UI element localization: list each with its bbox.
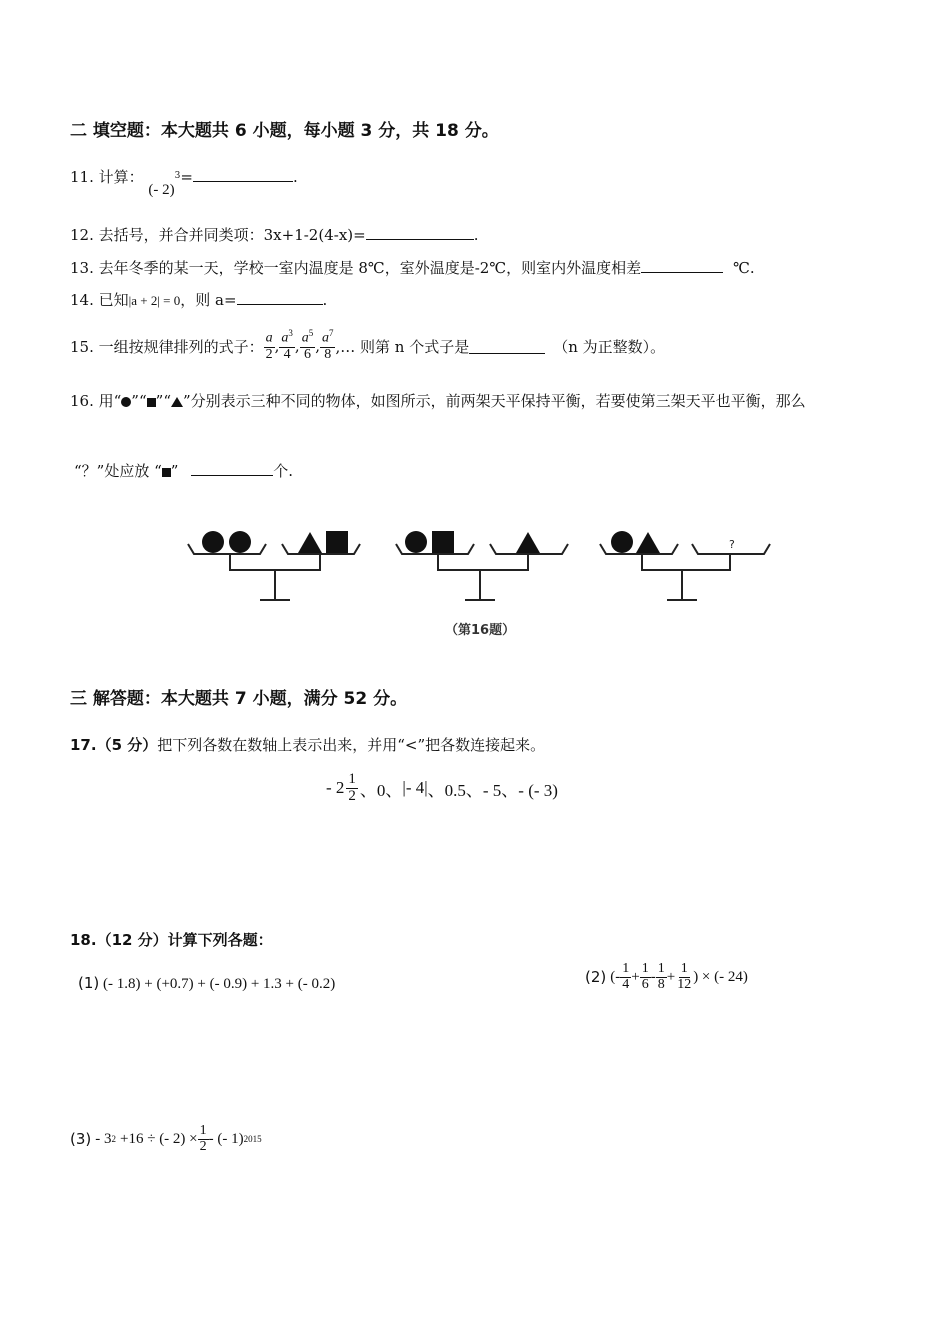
quote-open: “ xyxy=(138,392,147,410)
part-3-b: +16 ÷ (- 2) × xyxy=(120,1130,198,1147)
part-3-a: - 3 xyxy=(95,1130,112,1147)
question-14-end: . xyxy=(322,291,328,309)
num-rest: 、0.5、- 5、- (- 3) xyxy=(427,780,558,800)
question-11-exp: 3 xyxy=(174,171,181,181)
question-14-mid: ，则 a= xyxy=(180,291,237,309)
answer-blank-12[interactable] xyxy=(366,225,474,240)
question-12-label: 12. 去括号，并合并同类项：3x+1-2(4-x)= xyxy=(70,226,366,244)
question-17-text: 把下列各数在数轴上表示出来，并用“<”把各数连接起来。 xyxy=(157,736,546,754)
answer-blank-11[interactable] xyxy=(193,167,293,182)
circle-shape xyxy=(202,531,224,553)
question-17-label: 17.（5 分） xyxy=(70,736,158,754)
triangle-shape xyxy=(636,532,660,553)
part-2-open: (- xyxy=(610,968,621,985)
question-18-part-3 xyxy=(70,1124,262,1154)
quote-open: “ xyxy=(163,392,171,410)
term-2: $\frac{a^3}{4}$ xyxy=(281,328,293,362)
circle-shape xyxy=(611,531,633,553)
square-shape xyxy=(326,531,348,553)
part-1-label: (1) xyxy=(78,974,100,992)
question-11-end: . xyxy=(292,168,298,186)
question-11-label: 11. 计算： xyxy=(70,168,144,186)
question-16-end: 个. xyxy=(273,462,294,480)
question-15-tail: ,… 则第 n 个式子是 xyxy=(335,337,470,356)
answer-blank-14[interactable] xyxy=(237,290,323,305)
answer-blank-13[interactable] xyxy=(641,258,723,273)
quote-close: ” xyxy=(170,462,179,480)
answer-blank-15[interactable] xyxy=(469,339,545,354)
triangle-shape xyxy=(298,532,322,553)
question-15-label: 15. 一组按规律排列的式子： xyxy=(70,337,264,356)
part-2-frac-2: $\frac{1}{6}$ xyxy=(641,961,649,992)
question-11-expr: (- 2) xyxy=(148,182,175,198)
section-2-heading: 二 填空题：本大题共 6 小题，每小题 3 分，共 18 分。 xyxy=(70,121,499,141)
question-11-eq: = xyxy=(180,168,193,186)
question-17-numbers xyxy=(326,772,558,805)
part-3-a-exp: 2 xyxy=(111,1134,116,1145)
balance-figure xyxy=(180,518,780,643)
question-17 xyxy=(70,734,545,755)
question-18-part-1 xyxy=(78,974,335,993)
square-shape xyxy=(432,531,454,553)
question-13-label: 13. 去年冬季的某一天，学校一室内温度是 8℃，室外温度是-2℃，则室内外温度相差 xyxy=(70,259,642,277)
quote-open: “ xyxy=(154,462,162,480)
num-mixed-frac: $\frac{1}{2}$ xyxy=(348,771,356,804)
circle-icon xyxy=(121,397,131,407)
question-12 xyxy=(70,224,478,245)
question-mark: ? xyxy=(729,538,735,551)
part-3-label: (3) xyxy=(70,1130,92,1149)
part-1-expr: (- 1.8) + (+0.7) + (- 0.9) + 1.3 + (- 0.2) xyxy=(103,976,336,992)
part-2-label: (2) xyxy=(585,968,607,987)
triangle-shape xyxy=(516,532,540,553)
part-2-frac-4: $\frac{1}{12}$ xyxy=(677,961,692,992)
term-3: $\frac{a^5}{6}$ xyxy=(301,328,314,362)
question-13 xyxy=(70,257,755,278)
circle-shape xyxy=(405,531,427,553)
answer-blank-16[interactable] xyxy=(191,461,273,476)
question-13-end: ℃. xyxy=(733,259,755,277)
question-11 xyxy=(70,166,298,198)
question-14 xyxy=(70,289,327,310)
question-14-label: 14. 已知 xyxy=(70,291,129,309)
section-3-heading: 三 解答题：本大题共 7 小题，满分 52 分。 xyxy=(70,689,408,709)
part-2-op: + xyxy=(666,968,676,985)
question-16-rest: 分别表示三种不同的物体，如图所示，前两架天平保持平衡，若要使第三架天平也平衡，那么 xyxy=(190,392,806,410)
num-mixed: - 2 xyxy=(326,778,345,798)
part-2-close: ) × (- 24) xyxy=(693,968,748,985)
question-15 xyxy=(70,324,665,368)
question-16-label: 16. 用 xyxy=(70,392,114,410)
question-18-part-2 xyxy=(585,962,748,992)
square-icon xyxy=(147,398,156,407)
term-sep: , xyxy=(294,337,300,355)
quote-open: “ xyxy=(113,392,122,410)
part-2-op: + xyxy=(631,968,640,985)
quote-close: ” xyxy=(155,392,164,410)
num-abs: |- 4| xyxy=(402,778,428,798)
term-sep: , xyxy=(315,337,320,355)
part-3-c: - (- 1) xyxy=(208,1130,244,1147)
question-12-end: . xyxy=(473,226,479,244)
figure-caption: （第16题） xyxy=(445,623,516,638)
question-15-end: （n 为正整数）。 xyxy=(553,337,666,356)
quote-close: ” xyxy=(131,392,139,410)
part-3-frac: $\frac{1}{2}$ xyxy=(199,1123,207,1154)
question-16 xyxy=(70,390,806,411)
question-16-line2 xyxy=(74,460,293,481)
triangle-icon xyxy=(171,397,183,407)
term-1: $\frac{a}{2}$ xyxy=(265,331,273,362)
question-14-abs: |a + 2| = 0 xyxy=(128,293,181,308)
circle-shape xyxy=(229,531,251,553)
part-3-c-exp: 2015 xyxy=(243,1134,262,1145)
part-2-op: - xyxy=(650,968,656,985)
balance-2 xyxy=(396,544,568,600)
part-2-frac-1: $\frac{1}{4}$ xyxy=(622,961,630,992)
num-sep: 、0、 xyxy=(359,780,403,800)
term-sep: , xyxy=(274,337,280,355)
question-18-label: 18.（12 分）计算下列各题： xyxy=(70,931,273,949)
term-4: $\frac{a^7}{8}$ xyxy=(321,328,334,362)
part-2-frac-3: $\frac{1}{8}$ xyxy=(657,961,665,992)
square-icon xyxy=(162,468,171,477)
question-16-line2-text: “？”处应放 xyxy=(74,462,150,480)
quote-close: ” xyxy=(182,392,191,410)
